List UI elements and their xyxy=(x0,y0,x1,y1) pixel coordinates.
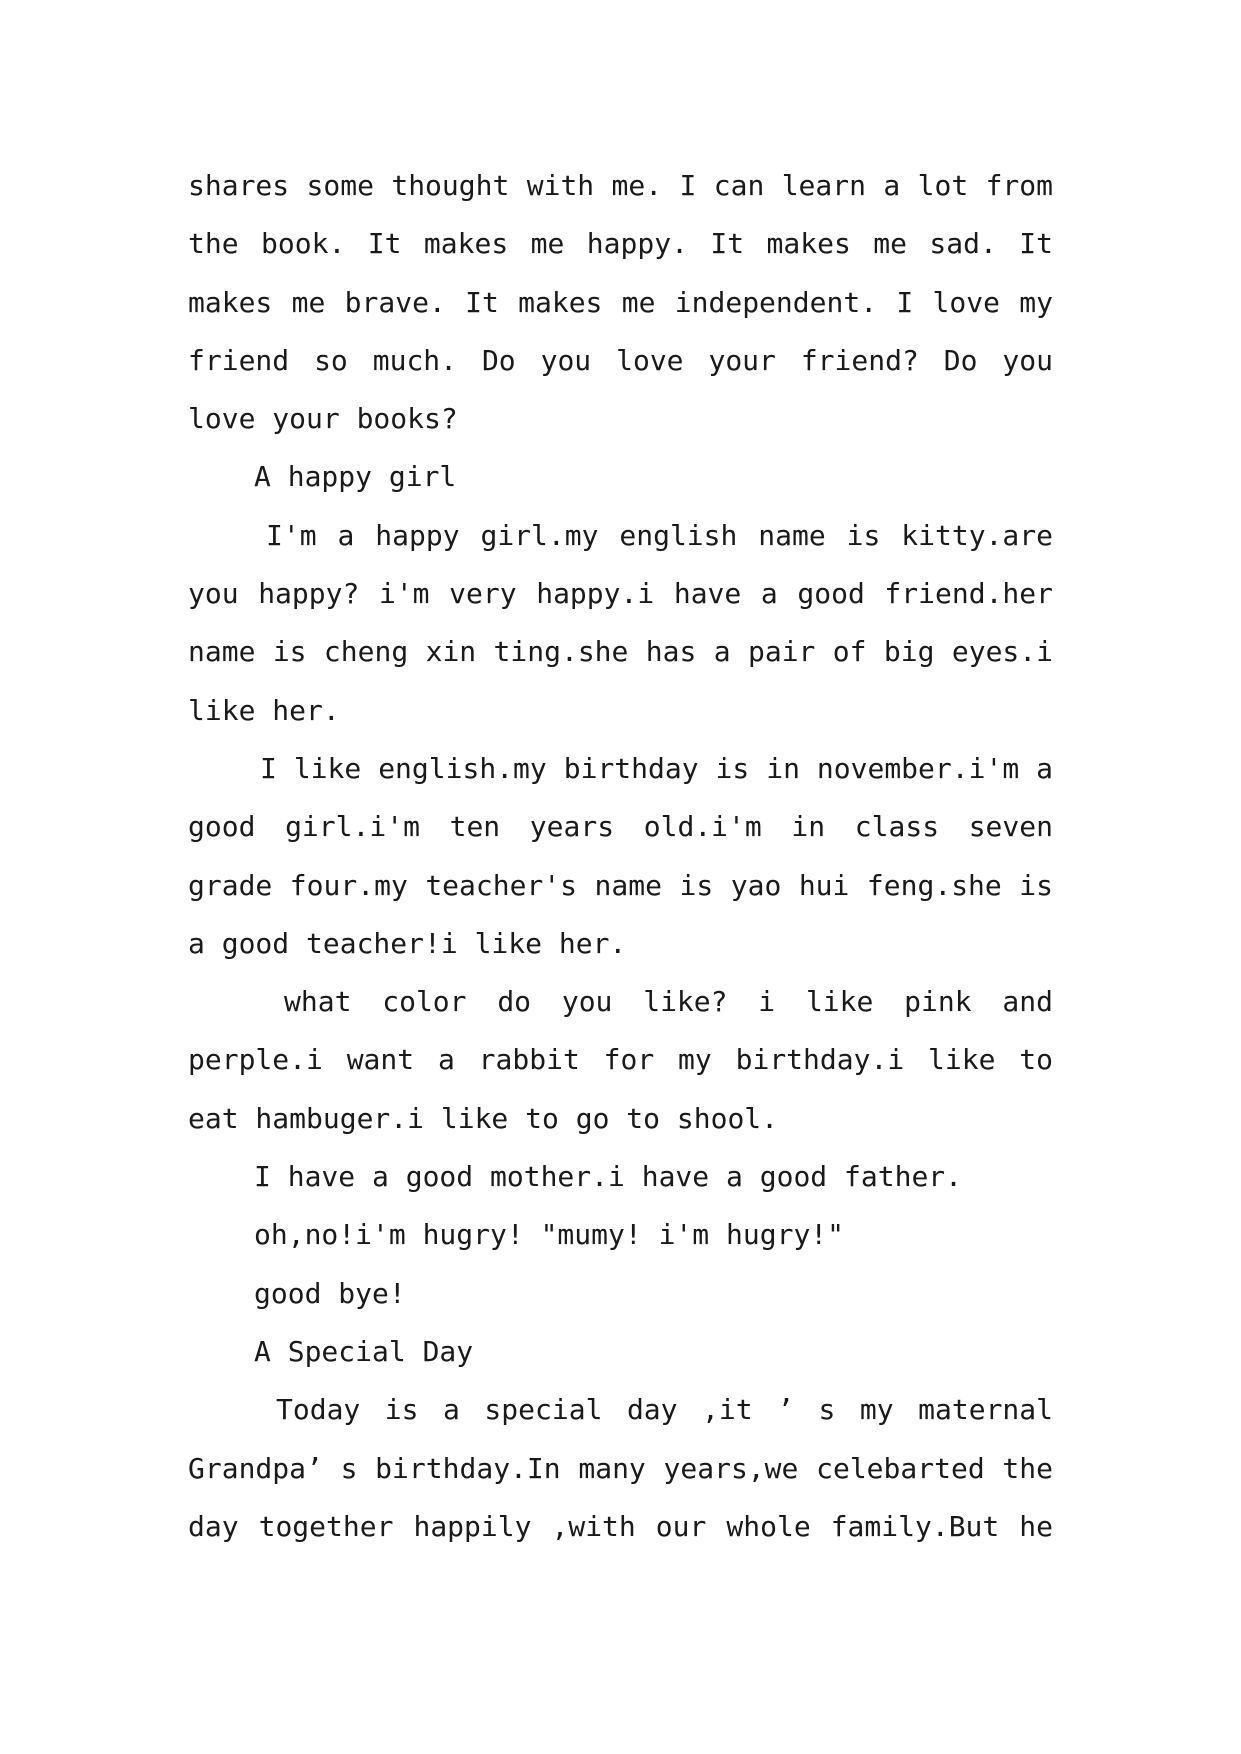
text-line: grade four.my teacher's name is yao hui feng.she is xyxy=(188,868,1053,902)
text-line: day together happily ,with our whole family.But he xyxy=(188,1509,1053,1543)
text-line: what color do you like? i like pink and xyxy=(284,985,1053,1019)
text-line: love your books? xyxy=(188,402,458,436)
text-line: you happy? i'm very happy.i have a good friend.her xyxy=(188,577,1053,611)
text-line: I like english.my birthday is in november.i'm a xyxy=(260,751,1053,785)
text-line: I'm a happy girl.my english name is kitty.are xyxy=(266,518,1053,552)
text-line: eat hambuger.i like to go to shool. xyxy=(188,1101,779,1135)
text-line: good bye! xyxy=(254,1276,406,1310)
text-line: Today is a special day ,it ’ s my maternal xyxy=(276,1393,1053,1427)
text-line: name is cheng xin ting.she has a pair of big eyes.i xyxy=(188,635,1053,669)
text-line: friend so much. Do you love your friend? Do you xyxy=(188,343,1053,377)
section-heading: A happy girl xyxy=(254,460,457,494)
text-line: perple.i want a rabbit for my birthday.i like to xyxy=(188,1043,1053,1077)
text-line: the book. It makes me happy. It makes me sad. It xyxy=(188,227,1053,261)
text-line: I have a good mother.i have a good father. xyxy=(254,1160,963,1194)
text-line: a good teacher!i like her. xyxy=(188,926,627,960)
text-line: makes me brave. It makes me independent. I love my xyxy=(188,285,1053,319)
text-line: oh,no!i'm hugry! "mumy! i'm hugry!" xyxy=(254,1218,845,1252)
text-line: shares some thought with me. I can learn a lot from xyxy=(188,169,1053,202)
text-line: good girl.i'm ten years old.i'm in class seven xyxy=(188,810,1053,844)
text-line: like her. xyxy=(188,693,340,727)
document-body xyxy=(188,157,1053,1556)
text-line: Grandpa’ s birthday.In many years,we celebarted the xyxy=(188,1451,1053,1485)
section-heading: A Special Day xyxy=(254,1334,474,1368)
